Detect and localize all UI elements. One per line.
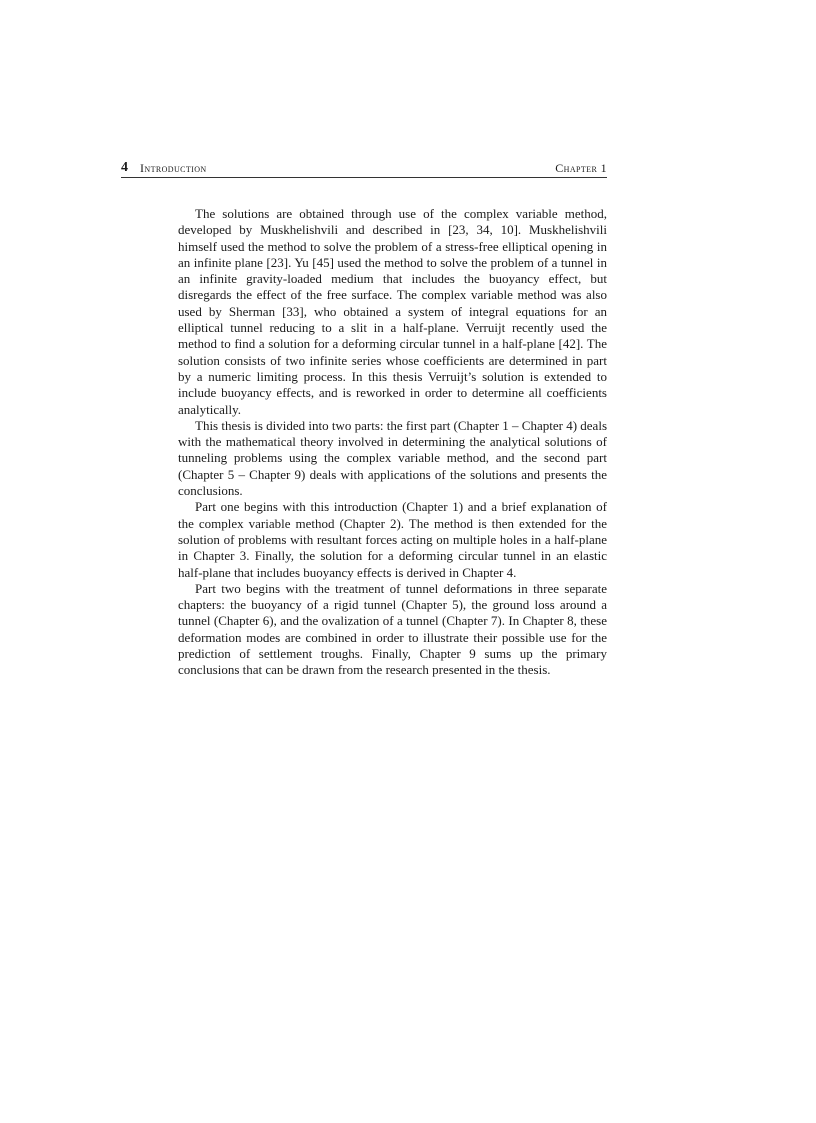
section-title: Introduction (140, 161, 207, 175)
paragraph: This thesis is divided into two parts: the first part (Chapter 1 – Chapter 4) deals with the mathematical theory involved in determining the analytical solutions of tunneling problems using the complex variable method, and the second part (Chapter 5 – Chapter 9) deals with applications of the solutions and presents the conclusions. (178, 417, 607, 499)
paragraph: Part one begins with this introduction (Chapter 1) and a brief explanation of the complex variable method (Chapter 2). The method is then extended for the solution of problems with resultant forces acting on multiple holes in a half-plane in Chapter 3. Finally, the solution for a deforming circular tunnel in an elastic half-plane that includes buoyancy effects is derived in Chapter 4. (178, 499, 607, 580)
paragraph: Part two begins with the treatment of tunnel deformations in three separate chapters: the buoyancy of a rigid tunnel (Chapter 5), the ground loss around a tunnel (Chapter 6), and the ovalization of a tunnel (Chapter 7). In Chapter 8, these deformation modes are combined in order to illustrate their possible use for the prediction of settlement troughs. Finally, Chapter 9 sums up the primary conclusions that can be drawn from the research presented in the thesis. (178, 580, 607, 678)
page-number: 4 (121, 160, 128, 175)
chapter-label: Chapter 1 (555, 161, 607, 175)
paragraph: The solutions are obtained through use of the complex variable method, developed by Muskhelishvili and described in [23, 34, 10]. Muskhelishvili himself used the method to solve the problem of a stress-free elliptical opening in an infinite plane [23]. Yu [45] used the method to solve the problem of a tunnel in an infinite gravity-loaded medium that includes the buoyancy effect, but disregards the effect of the free surface. The complex variable method was also used by Sherman [33], who obtained a system of integral equations for an elliptical tunnel reducing to a slit in a half-plane. Verruijt recently used the method to find a solution for a deforming circular tunnel in a half-plane [42]. The solution consists of two infinite series whose coefficients are determined in part by a numeric limiting process. In this thesis Verruijt’s solution is extended to include buoyancy effects, and is reworked in order to determine all coefficients analytically. (178, 206, 607, 417)
body-text (178, 206, 607, 679)
running-head (121, 160, 607, 178)
